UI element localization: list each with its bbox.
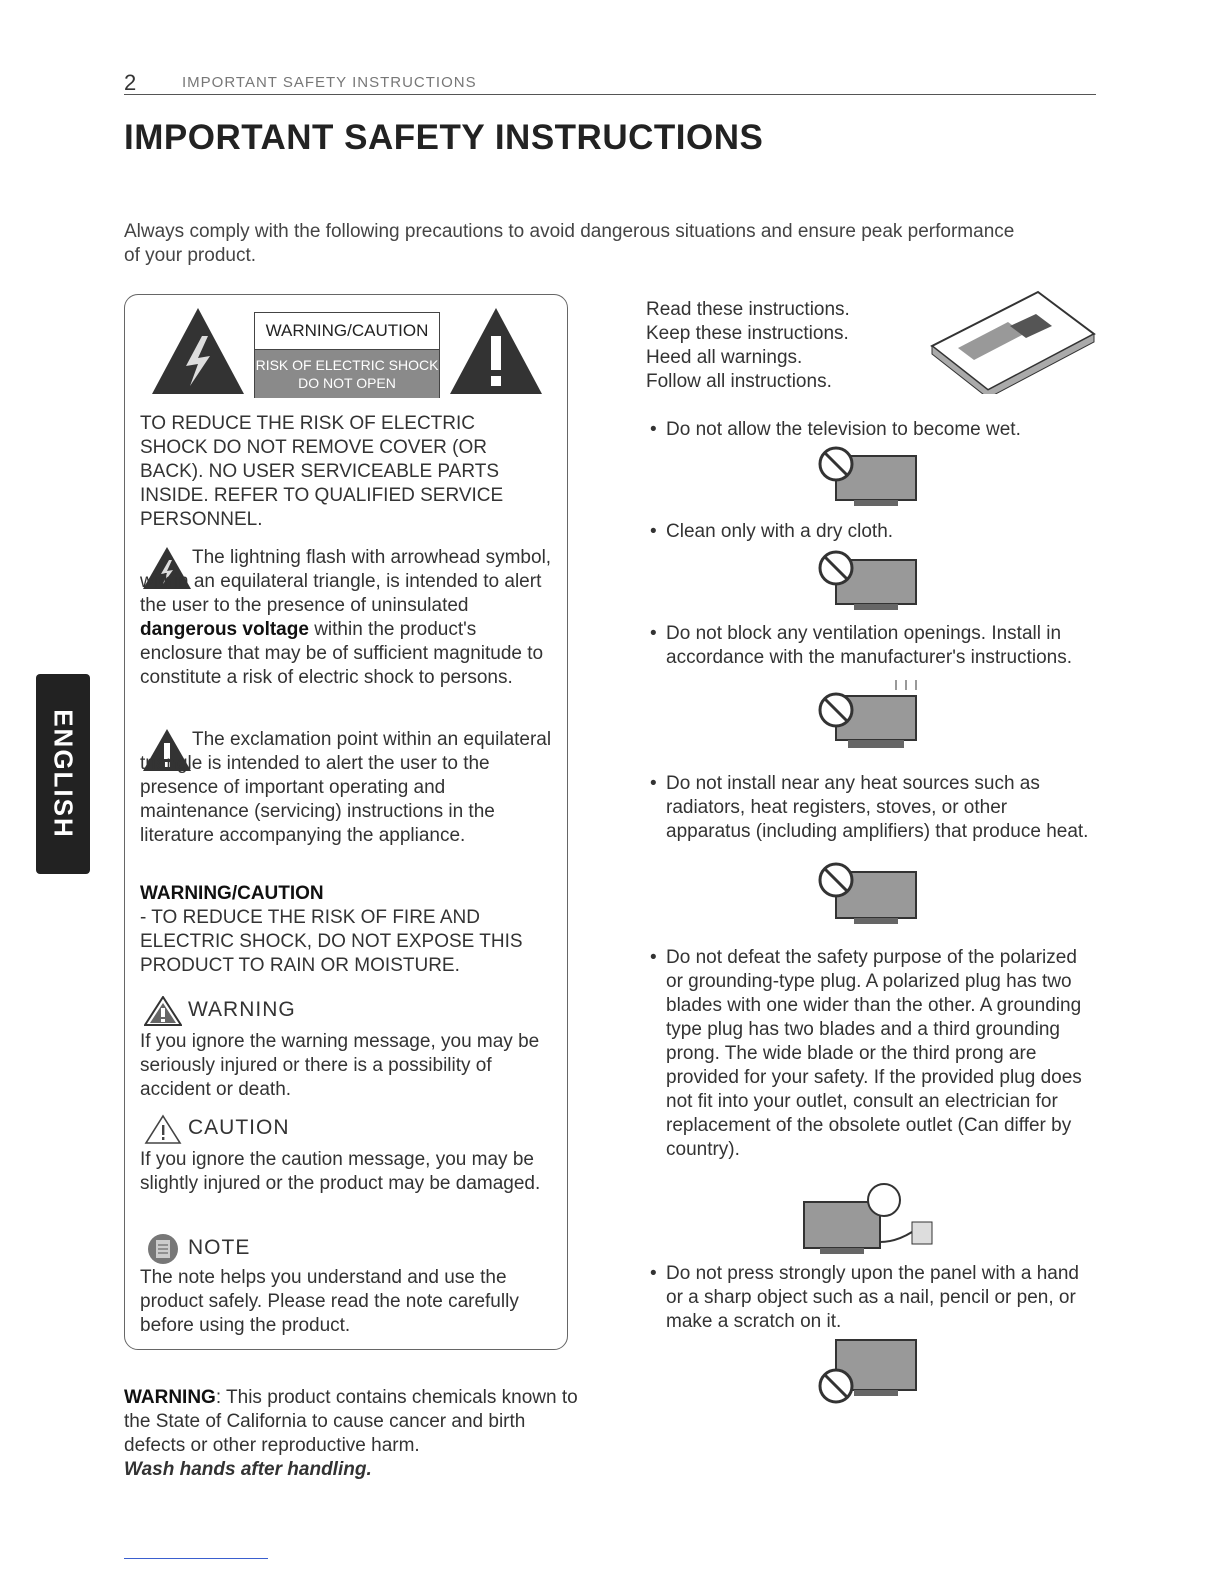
plug-tv-icon [800,1182,942,1262]
bullet-item: • Do not press strongly upon the panel with a hand or a sharp object such as a nail, pencil or pen, or make a scratch on it. [650,1263,1079,1332]
intro-text: Always comply with the following precautions to avoid dangerous situations and ensure peak performance of your product. [124,221,1015,266]
manual-book-icon [928,288,1098,394]
bullet-item: • Do not install near any heat sources such as radiators, heat registers, stoves, or other apparatus (including amplifiers) that produce heat. [650,773,1089,842]
warning-caution-heading: WARNING/CAUTION [140,883,324,904]
warning-heading: WARNING [188,998,296,1021]
bullet-item: • Do not allow the television to become wet. [650,419,1021,440]
no-press-tv-icon [818,1338,920,1406]
warning-label-top: WARNING/CAUTION [255,313,439,350]
prop65-warning: WARNING: This product contains chemicals known to the State of California to cause cancer and birth defects or other reproductive harm. Wash hands after handling. [124,1387,578,1480]
note-heading: NOTE [188,1236,251,1259]
warning-text: If you ignore the warning message, you may be seriously injured or there is a possibility of accident or death. [140,1031,540,1100]
exclamation-paragraph: The exclamation point within an equilateral triangle is intended to alert the user to the presence of important operating and maintenance (servicing) instructions in the literature accompanying the appliance. [140,729,552,846]
page-number: 2 [124,70,137,95]
lightning-paragraph: The lightning flash with arrowhead symbol, within an equilateral triangle, is intended to alert the user to the presence of uninsulated dangerous voltage within the product's enclosure that may be of sufficient magnitude to constitute a risk of electric shock to persons. [140,547,552,688]
caution-text: If you ignore the caution message, you may be slightly injured or the product may be damaged. [140,1149,541,1194]
warning-label [254,312,440,398]
footer-line [124,1558,268,1559]
bullet-item: • Do not defeat the safety purpose of the polarized or grounding-type plug. A polarized plug has two blades with one wider than the other. A grounding type plug has two blades and a third grounding prong. The wide blade or the third prong are provided for your safety. If the provided plug does not fit into your outlet, consult an electrician for replacement of the obsolete outlet (Can differ by country). [650,947,1082,1160]
dry-cloth-tv-icon [818,550,920,612]
read-instructions-list: Read these instructions. Keep these instructions. Heed all warnings. Follow all instructions. [646,299,850,392]
no-heat-tv-icon [818,862,920,926]
no-water-tv-icon [818,446,920,508]
exclamation-triangle-icon [448,306,544,396]
page-title: IMPORTANT SAFETY INSTRUCTIONS [124,118,764,157]
caution-heading: CAUTION [188,1116,290,1139]
bullet-item: • Clean only with a dry cloth. [650,521,894,542]
ventilation-tv-icon [818,676,920,752]
note-icon [144,1232,182,1266]
warning-label-bottom: RISK OF ELECTRIC SHOCK DO NOT OPEN [255,350,439,398]
language-tab: ENGLISH [36,674,90,874]
lightning-triangle-icon [150,306,246,396]
running-title: IMPORTANT SAFETY INSTRUCTIONS [182,74,477,91]
caution-icon [144,1114,182,1144]
warning-caution-text: - TO REDUCE THE RISK OF FIRE AND ELECTRIC SHOCK, DO NOT EXPOSE THIS PRODUCT TO RAIN OR MOISTURE. [140,907,523,976]
note-text: The note helps you understand and use the product safely. Please read the note carefully before using the product. [140,1267,519,1336]
reduce-risk-text: TO REDUCE THE RISK OF ELECTRIC SHOCK DO NOT REMOVE COVER (OR BACK). NO USER SERVICEABLE PARTS INSIDE. REFER TO QUALIFIED SERVICE PERSONNEL. [140,413,504,530]
page-header [124,70,1096,95]
bullet-item: • Do not block any ventilation openings. Install in accordance with the manufacturer's instructions. [650,623,1072,668]
warning-icon [144,996,182,1026]
